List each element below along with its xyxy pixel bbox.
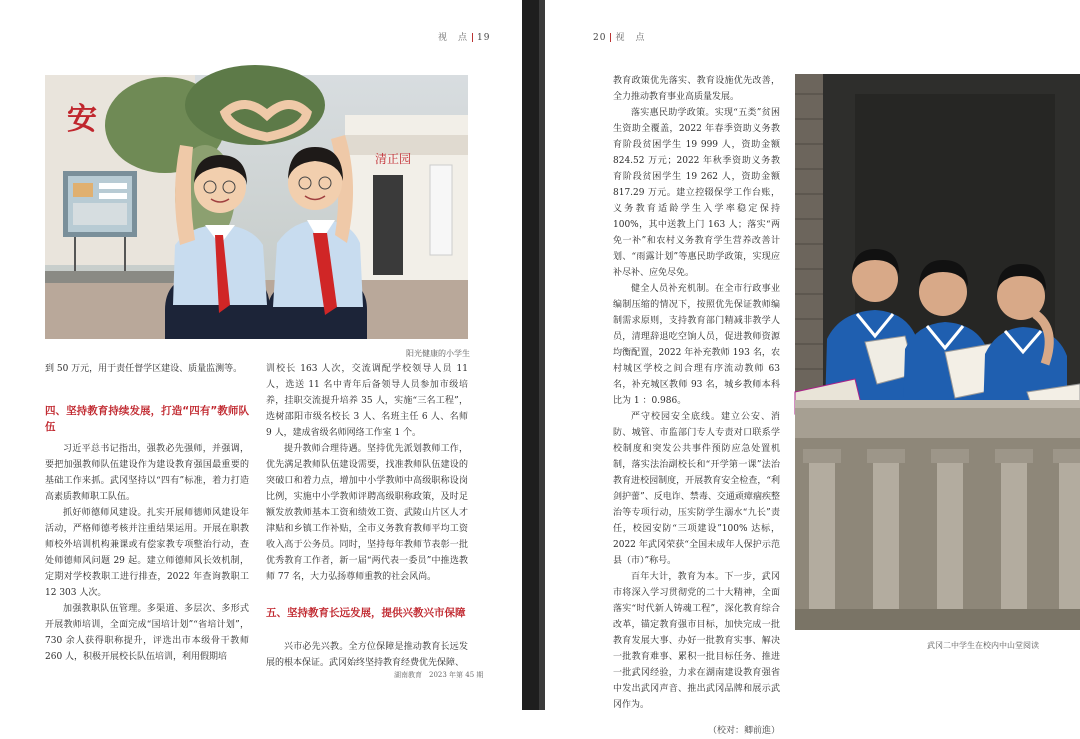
photo-caption-right: 武冈二中学生在校内中山堂阅读 — [927, 641, 1039, 650]
header-divider — [610, 33, 611, 42]
paragraph: 严守校园安全底线。建立公安、消防、城管、市监部门专人专责对口联系学校制度和突发公共事件预防应急处置机制，落实法治副校长和“开学第一课”法治教育进校园制度，开展教育安全检查，“利剑护蕾”、反电诈、禁毒、交通顽瘴痼疾整治等专项行动，压实防学生溺水“九长”责任，校园安防“三项建设”100% 达标，2022 年武冈荣获“全国未成年人保护示范县（市）”称号。 — [613, 412, 780, 566]
left-column-1 — [45, 361, 249, 665]
left-column-2 — [266, 361, 468, 671]
paragraph: 训校长 163 人次，交流调配学校领导人员 11 人，选送 11 名中青年后备领导人员参加市级培养，挂职交流提升培养 35 人，实施“三名工程”，选树邵阳市级名校长 3 人、名班主任 6 人、名师 9 人，建成省级名师网络工作室 1 个。 — [266, 364, 468, 438]
section-title-5: 五、坚持教育长远发展，提供兴教兴市保障 — [266, 607, 466, 619]
lead-paragraph: 到 50 万元，用于责任督学区建设、质量监测等。 — [45, 364, 243, 374]
paragraph: 百年大计，教育为本。下一步，武冈市将深入学习贯彻党的二十大精神，全面落实“时代新人铸魂工程”，深化教育综合改革，锚定教育强市目标，加快完成一批教育发展大事、办好一批教育实事、解决一批教育难事、累积一批目标任务、推进一批武冈经验，力求在湖南建设教育强省中发出武冈声音、推出武冈品牌和展示武冈作为。 — [613, 572, 780, 710]
right-column-1 — [613, 73, 780, 739]
paragraph: 落实惠民助学政策。实现“五类”贫困生资助全覆盖，2022 年春季资助义务教育阶段贫困学生 19 999 人，资助金额 824.52 万元；2022 年秋季资助义务教育阶段贫困学生 19 262 人，资助金额 817.29 万元。建立控辍保学工作台账，义务教育适龄学生入学率稳定保持 100%，其中送教上门 163 人；落实“两免一补”和农村义务教育学生营养改善计划、“雨露计划”等惠民助学政策，实现应补尽补、应免尽免。 — [613, 108, 780, 278]
page-number: 19 — [477, 33, 491, 43]
sign-char-an: 安 — [67, 102, 97, 137]
right-page — [545, 0, 1080, 736]
binding-gutter — [522, 0, 545, 710]
photo-caption-left: 阳光健康的小学生 — [406, 349, 470, 358]
photo-girls-heart — [45, 75, 468, 339]
paragraph: 健全人员补充机制。在全市行政事业编制压缩的情况下，按照优先保证教师编制需求原则，支持教育部门精减非教学人员，清理辞退吃空饷人员，促进教师资源均衡配置，2022 年补充教师 193 名，农村城区学校之间合理有序流动教师 63 名，补充城区教师 93 名，城乡教师本科比为 1 ：0.986。 — [613, 284, 780, 406]
header-section: 视 点 — [615, 33, 646, 43]
section-title-4: 四、坚持教育持续发展，打造“四有”教师队伍 — [45, 405, 249, 433]
right-page-header — [593, 30, 645, 43]
paragraph: 兴市必先兴教。全方位保障是推动教育长远发展的根本保证。武冈始终坚持教育经费优先保障、 — [266, 642, 468, 668]
paragraph: 抓好师德师风建设。扎实开展师德师风建设年活动，严格师德考核并注重结果运用。开展在职教师校外培训机构兼课或有偿家教专项整治行动，查处师德师风问题 29 起。建立师德师风长效机制，定期对学校教职工进行排查，2022 年查询教职工 12 303 人次。 — [45, 508, 249, 598]
paragraph: 习近平总书记指出，强教必先强师，并强调，要把加强教师队伍建设作为建设教育强国最重要的基础工作来抓。武冈坚持以“四有”标准，着力打造高素质教师职工队伍。 — [45, 444, 249, 502]
paragraph: 加强教职队伍管理。多渠道、多层次、多形式开展教师培训，全面完成“国培计划”“省培计划”，730 余人获得职称提升，评选出市本级骨干教师 260 人，积极开展校长队伍培训，利用假期培 — [45, 604, 249, 662]
sign-building: 清正园 — [375, 152, 412, 166]
photo-boys-reading — [795, 74, 1080, 630]
proofreader-signoff: （校对：卿前進） — [707, 726, 780, 736]
left-page-header — [438, 30, 490, 43]
paragraph: 提升教师合理待遇。坚持优先派划教师工作，优先满足教师队伍建设需要，找准教师队伍建设的突破口和着力点，增加中小学教师中高级职称设岗比例，实施中小学教师评聘高级职称政策，及时足额发放教师基本工资和绩效工资、武陵山片区人才津贴和乡镇工作补贴，全市义务教育教师平均工资收入高于公务员。同时，坚持每年教师节表彰一批优秀教育工作者，新一届“两代表一委员”中推选教师 77 名，大力弘扬尊师重教的社会风尚。 — [266, 444, 468, 582]
left-page — [0, 0, 522, 710]
left-page-footer: 湖南教育 2023 年第 45 期 — [394, 671, 484, 679]
header-section: 视 点 — [438, 33, 469, 43]
page-number: 20 — [593, 33, 607, 43]
paragraph: 教育政策优先落实、教育设施优先改善，全力推动教育事业高质量发展。 — [613, 76, 780, 102]
header-divider — [472, 33, 473, 42]
